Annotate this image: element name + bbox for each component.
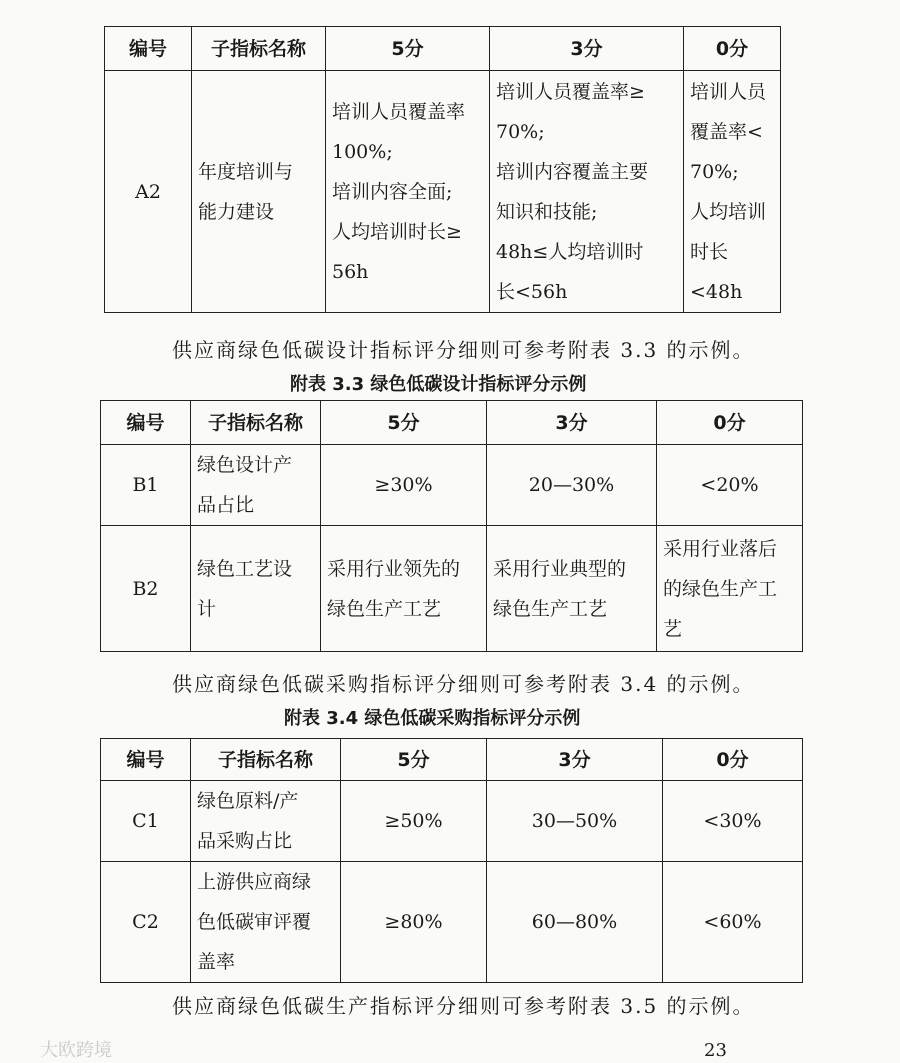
table-row	[101, 781, 803, 862]
row-id: A2	[105, 71, 192, 313]
row-score-5	[341, 862, 487, 983]
table-row	[101, 526, 803, 652]
row-id: C1	[101, 781, 191, 862]
row-id: C2	[101, 862, 191, 983]
paragraph-design: 供应商绿色低碳设计指标评分细则可参考附表 3.3 的示例。	[172, 338, 755, 362]
cell-line: 的绿色生产工	[663, 577, 778, 600]
cell-line: <20%	[700, 474, 759, 496]
row-score-5	[321, 445, 487, 526]
header-id: 编号	[101, 401, 191, 445]
cell-line: 20—30%	[528, 474, 615, 496]
header-id: 编号	[101, 739, 191, 781]
row-name	[191, 781, 341, 862]
cell-line: 培训人员覆盖率≥	[496, 80, 645, 103]
header-name: 子指标名称	[192, 27, 326, 71]
row-score-5	[321, 526, 487, 652]
header-3: 3分	[487, 401, 657, 445]
cell-line: 绿色生产工艺	[493, 597, 608, 620]
cell-line: <60%	[703, 911, 762, 933]
cell-line: 色低碳审评覆	[197, 911, 312, 933]
cell-line: 采用行业典型的	[493, 557, 627, 580]
cell-line: 绿色设计产	[197, 454, 293, 476]
table-header-row	[105, 27, 781, 71]
row-name	[191, 862, 341, 983]
row-score-3	[487, 445, 657, 526]
header-0: 0分	[657, 401, 803, 445]
header-id: 编号	[105, 27, 192, 71]
page-number: 23	[704, 1040, 727, 1061]
cell-line: 品占比	[197, 494, 255, 516]
cell-line: 能力建设	[198, 200, 275, 223]
row-score-3	[487, 781, 663, 862]
row-name	[192, 71, 326, 313]
cell-line: 时长<48h	[690, 240, 743, 303]
cell-line: 上游供应商绿	[197, 871, 312, 893]
cell-line: 培训内容覆盖主要	[496, 160, 649, 183]
cell-line: 绿色原料/产	[197, 790, 299, 812]
cell-line: 48h≤人均培训时	[496, 240, 644, 263]
table-a2	[104, 26, 781, 313]
cell-line: 60—80%	[531, 911, 618, 933]
header-0: 0分	[663, 739, 803, 781]
row-id: B1	[101, 445, 191, 526]
cell-line: 人均培训时长≥	[332, 220, 462, 243]
header-5: 5分	[341, 739, 487, 781]
cell-line: 品采购占比	[197, 830, 293, 852]
watermark: 大欧跨境	[40, 1040, 112, 1061]
header-3: 3分	[487, 739, 663, 781]
row-score-3	[487, 862, 663, 983]
table-header-row	[101, 401, 803, 445]
row-score-3	[490, 71, 684, 313]
cell-line: 采用行业领先的	[327, 557, 461, 580]
cell-line: <30%	[703, 810, 762, 832]
header-3: 3分	[490, 27, 684, 71]
cell-line: 70%;	[496, 120, 545, 143]
cell-line: 年度培训与	[198, 160, 294, 183]
cell-line: 采用行业落后	[663, 537, 778, 560]
row-score-0	[657, 445, 803, 526]
row-score-0	[684, 71, 781, 313]
cell-line: 56h	[332, 260, 369, 283]
cell-line: 艺	[663, 617, 683, 640]
table-row	[101, 445, 803, 526]
table-row	[101, 862, 803, 983]
table-b	[100, 400, 803, 652]
header-name: 子指标名称	[191, 739, 341, 781]
cell-line: 培训人员覆盖率	[332, 100, 466, 123]
caption-table-3-3: 附表 3.3 绿色低碳设计指标评分示例	[290, 374, 587, 395]
cell-line: 盖率	[197, 951, 236, 973]
row-score-0	[663, 781, 803, 862]
cell-line: ≥80%	[384, 911, 443, 933]
cell-line: 覆盖率<	[690, 120, 763, 143]
cell-line: ≥50%	[384, 810, 443, 832]
caption-table-3-4: 附表 3.4 绿色低碳采购指标评分示例	[284, 708, 581, 729]
row-id: B2	[101, 526, 191, 652]
header-name: 子指标名称	[191, 401, 321, 445]
cell-line: 培训人员	[690, 80, 767, 103]
row-score-5	[341, 781, 487, 862]
row-score-5	[326, 71, 490, 313]
cell-line: 70%;	[690, 160, 739, 183]
cell-line: 长<56h	[496, 280, 568, 303]
cell-line: 人均培训	[690, 200, 767, 223]
header-0: 0分	[684, 27, 781, 71]
cell-line: 绿色工艺设	[197, 557, 293, 580]
row-score-0	[657, 526, 803, 652]
paragraph-procurement: 供应商绿色低碳采购指标评分细则可参考附表 3.4 的示例。	[172, 672, 755, 696]
paragraph-production: 供应商绿色低碳生产指标评分细则可参考附表 3.5 的示例。	[172, 994, 755, 1018]
table-c	[100, 738, 803, 983]
cell-line: 绿色生产工艺	[327, 597, 442, 620]
row-name	[191, 526, 321, 652]
table-row	[105, 71, 781, 313]
cell-line: 30—50%	[531, 810, 618, 832]
cell-line: 培训内容全面;	[332, 180, 453, 203]
row-score-3	[487, 526, 657, 652]
row-name	[191, 445, 321, 526]
header-5: 5分	[321, 401, 487, 445]
cell-line: 100%;	[332, 140, 393, 163]
row-score-0	[663, 862, 803, 983]
table-header-row	[101, 739, 803, 781]
header-5: 5分	[326, 27, 490, 71]
cell-line: 知识和技能;	[496, 200, 598, 223]
cell-line: 计	[197, 597, 217, 620]
cell-line: ≥30%	[374, 474, 433, 496]
